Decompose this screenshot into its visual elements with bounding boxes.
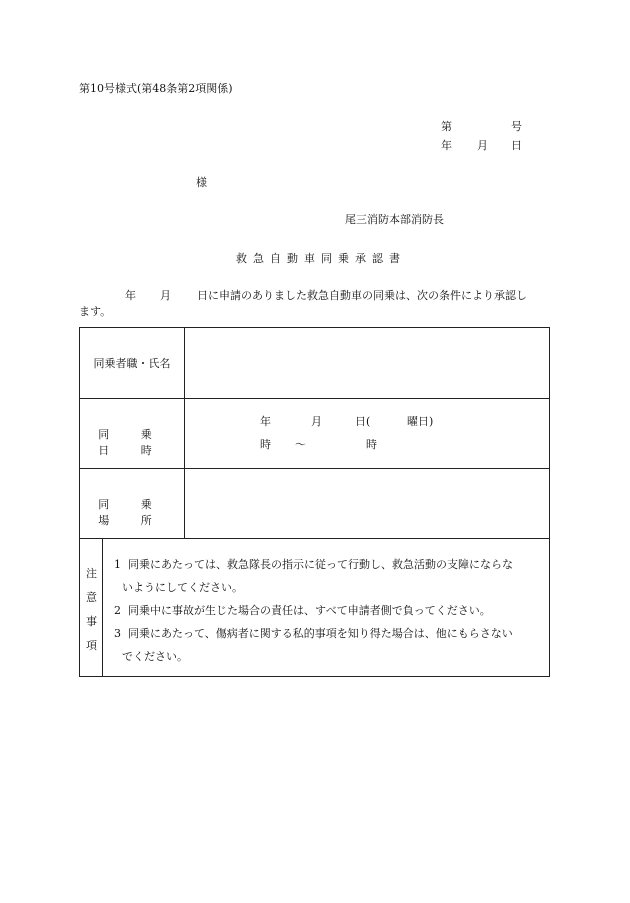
body-year: 年 xyxy=(125,289,136,302)
ride-location-field[interactable] xyxy=(185,469,549,537)
addressee-suffix: 様 xyxy=(196,176,207,189)
approval-conditions-table xyxy=(79,327,550,677)
rider-name-field[interactable] xyxy=(185,329,549,397)
notes-heading: 注 意 事 項 xyxy=(86,567,97,652)
note-item-continuation: でください。 xyxy=(122,650,188,663)
note-item: 1 同乗にあたっては、救急隊長の指示に従って行動し、救急活動の支障にならな xyxy=(114,558,513,571)
header-year: 年 xyxy=(441,139,452,152)
header-month: 月 xyxy=(477,139,488,152)
form-number: 第10号様式(第48条第2項関係) xyxy=(79,82,233,95)
ride-datetime-field[interactable]: 年 月 日( 曜日) 時 〜 時 xyxy=(260,415,434,451)
rider-name-label: 同乗者職・氏名 xyxy=(93,357,171,370)
header-number-suffix: 号 xyxy=(511,120,522,133)
table-divider xyxy=(80,538,549,539)
note-item-continuation: いようにしてください。 xyxy=(122,581,243,594)
body-text: 日に申請のありました救急自動車の同乗は、次の条件により承認し xyxy=(197,289,527,302)
ride-location-label: 同 乗 場 所 xyxy=(98,498,166,527)
header-number-prefix: 第 xyxy=(441,120,452,133)
table-divider xyxy=(102,538,103,676)
body-line-1 xyxy=(125,287,527,303)
ride-datetime-label: 同 乗 日 時 xyxy=(98,428,166,457)
header-day: 日 xyxy=(511,139,522,152)
note-item: 3 同乗にあたって、傷病者に関する私的事項を知り得た場合は、他にもらさない xyxy=(114,627,513,640)
sender: 尾三消防本部消防長 xyxy=(345,213,444,226)
body-line-2: ます。 xyxy=(79,305,112,318)
note-item: 2 同乗中に事故が生じた場合の責任は、すべて申請者側で負ってください。 xyxy=(114,604,491,617)
document-title: 救急自動車同乗承認書 xyxy=(236,252,406,265)
body-month: 月 xyxy=(160,289,171,302)
